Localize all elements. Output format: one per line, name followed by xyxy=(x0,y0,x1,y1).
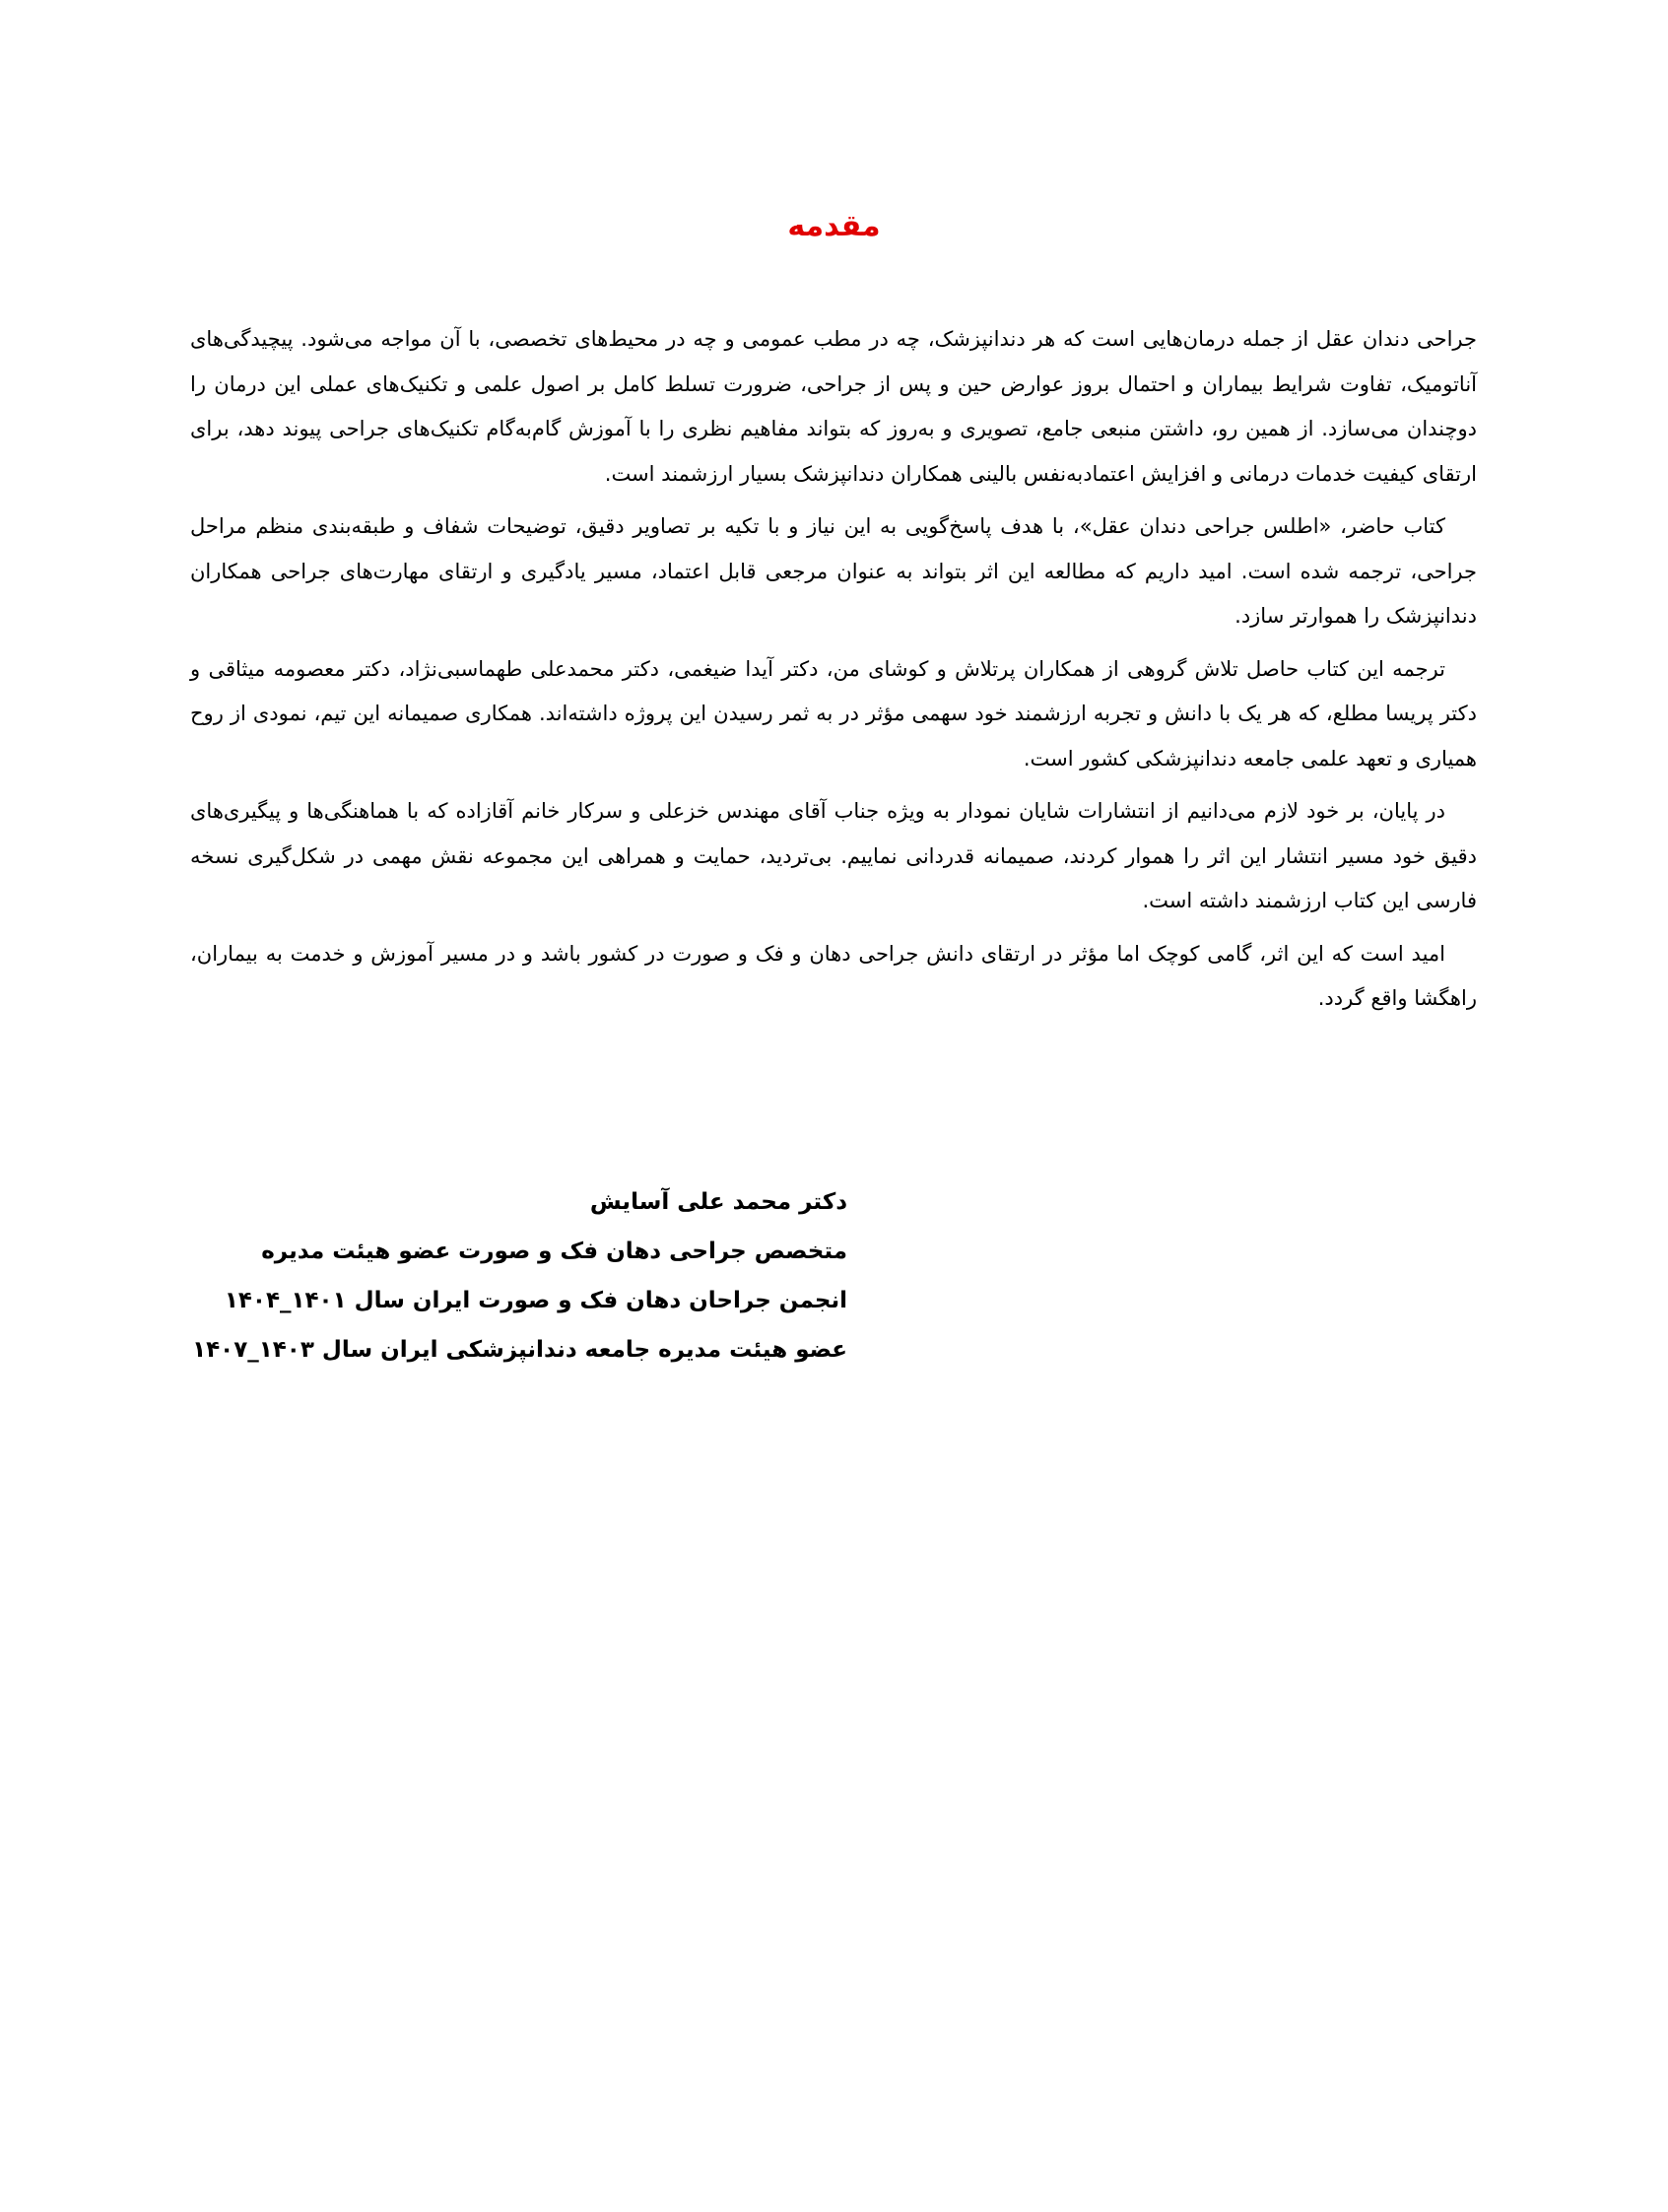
signature-name: دکتر محمد علی آسایش xyxy=(589,1189,847,1215)
paragraph-5: امید است که این اثر، گامی کوچک اما مؤثر در ارتقای دانش جراحی دهان و فک و صورت در کشور باشد و در مسیر آموزش و خدمت به بیماران، راهگشا واقع گردد. xyxy=(190,941,1477,1010)
page-title: مقدمه xyxy=(787,209,881,243)
paragraph-1: جراحی دندان عقل از جمله درمان‌هایی است که هر دندانپزشک، چه در مطب عمومی و چه در محیط‌های تخصصی، با آن مواجه می‌شود. پیچیدگی‌های آناتومیک، تفاوت شرایط بیماران و احتمال بروز عوارض حین و پس از جراحی، ضرورت تسلط کامل بر اصول علمی و تکنیک‌های عملی این درمان را دوچندان می‌سازد. از همین رو، داشتن منبعی جامع، تصویری و به‌روز که بتواند مفاهیم نظری را با آموزش گام‌به‌گام تکنیک‌های جراحی پیوند دهد، برای ارتقای کیفیت خدمات درمانی و افزایش اعتمادبه‌نفس بالینی همکاران دندانپزشک بسیار ارزشمند است. xyxy=(190,327,1477,486)
paragraph-3: ترجمه این کتاب حاصل تلاش گروهی از همکاران پرتلاش و کوشای من، دکتر آیدا ضیغمی، دکتر محمدعلی طهماسبی‌نژاد، دکتر معصومه میثاقی و دکتر پریسا مطلع، که هر یک با دانش و تجربه ارزشمند خود سهمی مؤثر در به ثمر رسیدن این پروژه داشته‌اند. همکاری صمیمانه این تیم، نمودی از روح همیاری و تعهد علمی جامعه دندانپزشکی کشور است. xyxy=(190,656,1477,771)
signature-role-3: عضو هیئت مدیره جامعه دندانپزشکی ایران سال ۱۴۰۳_۱۴۰۷ xyxy=(192,1337,847,1363)
signature-block xyxy=(192,1177,847,1374)
signature-role-1: متخصص جراحی دهان فک و صورت عضو هیئت مدیره xyxy=(261,1239,847,1264)
paragraph-4: در پایان، بر خود لازم می‌دانیم از انتشارات شایان نمودار به ویژه جناب آقای مهندس خزعلی و سرکار خانم آقازاده که با هماهنگی‌ها و پیگیری‌های دقیق خود مسیر انتشار این اثر را هموار کردند، صمیمانه قدردانی نماییم. بی‌تردید، حمایت و همراهی این مجموعه نقش مهمی در شکل‌گیری نسخه فارسی این کتاب ارزشمند داشته است. xyxy=(190,799,1477,912)
paragraph-2: کتاب حاضر، «اطلس جراحی دندان عقل»، با هدف پاسخ‌گویی به این نیاز و با تکیه بر تصاویر دقیق، توضیحات شفاف و طبقه‌بندی منظم مراحل جراحی، ترجمه شده است. امید داریم که مطالعه این اثر بتواند به عنوان مرجعی قابل اعتماد، مسیر یادگیری و ارتقای مهارت‌های جراحی همکاران دندانپزشک را هموارتر سازد. xyxy=(190,514,1477,628)
signature-role-2: انجمن جراحان دهان فک و صورت ایران سال ۱۴۰۱_۱۴۰۴ xyxy=(224,1288,847,1313)
introduction-body xyxy=(190,317,1477,1030)
